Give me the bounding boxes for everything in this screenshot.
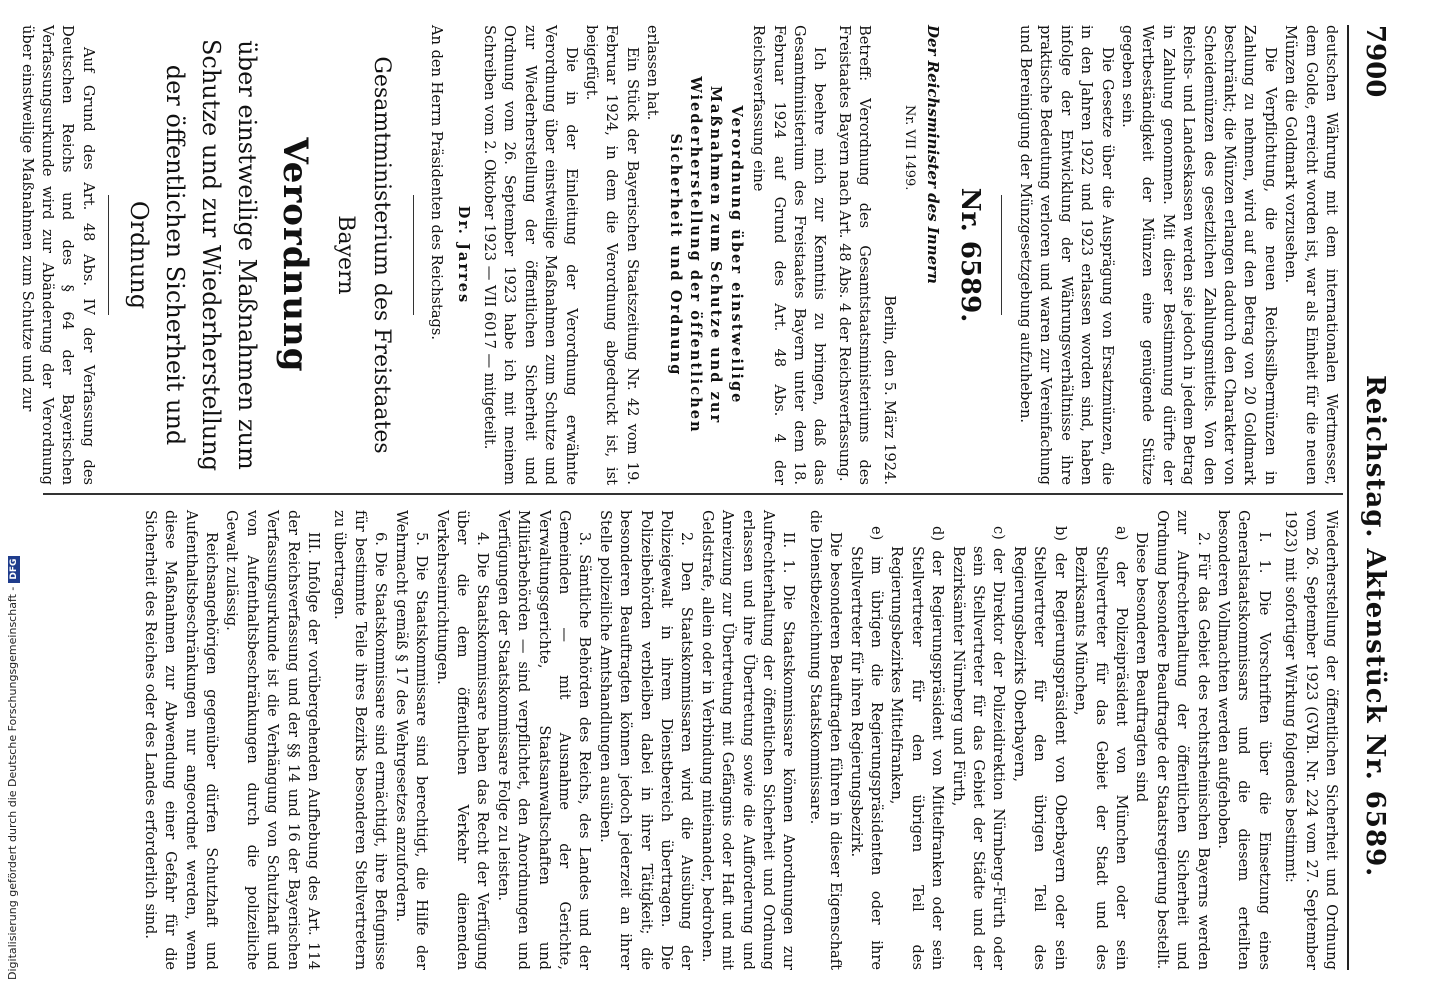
dfg-logo: DFG: [8, 556, 20, 583]
body-paragraph-3: Ein Stück der Bayerischen Staatszeitung Nr. 42 vom 19. Februar 1924, in dem die Verordnung abgedruckt ist, ist beigefügt.: [583, 25, 641, 485]
continuation: Wiederherstellung der öffentlichen Sicherheit und Ordnung vom 26. September 1923 (GVBl. Nr. 224 vom 27. September 1923) mit sofortiger Wirkung folgendes bestimmt:: [1282, 510, 1340, 970]
addressee: An den Herrn Präsidenten des Reichstags.: [428, 25, 446, 341]
section-2-1: II. 1. Die Staatskommissare können Anordnungen zur Aufrechterhaltung der öffentlichen Sicherheit und Ordnung erlassen und ihre Übertretung sowie die Aufforderung und Anreizung zur Übertretung mit Gefängnis oder Haft und mit Geldstrafe, allein oder in Verbindung miteinander, bedrohen.: [698, 510, 798, 970]
section-2-6: 6. Die Staatskommissare sind ermächtigt, ihre Befugnisse für bestimmte Teile ihres Bezirks besonderen Stellvertretern zu übertragen.: [331, 510, 390, 970]
intro-paragraph-2: Die Verpflichtung, die neuen Reichssilbermünzen in Zahlung zu nehmen, wird auf den Betrag von 20 Goldmark beschränkt; die Münzen erlangen dadurch den Charakter von Scheidemünzen des gesetzlichen Zahlungsmittels. Von den Reichs- und Landeskassen werden sie jedoch in jedem Betrag in Zahlung genommen. Mit dieser Bestimmung dürfte der Wertbeständigkeit der Münzen eine genügende Stütze gegeben sein.: [1118, 25, 1279, 485]
document-page: [18, 5, 1405, 985]
list-item: a) der Polizeipräsident von München oder sein Stellvertreter für das Gebiet der Stadt und des Bezirksamts München,: [1072, 526, 1130, 970]
issuer: Gesamtministerium des Freistaates Bayern: [332, 56, 394, 454]
body-paragraph-2: erlassen hat.: [644, 25, 662, 121]
reference-number: Nr. VII 1499.: [902, 105, 918, 191]
section-1-1: I. 1. Die Vorschriften über die Einsetzung eines Generalstaatskommissars und die diesem erteilten besonderen Vollmachten werden aufgehoben.: [1214, 510, 1273, 970]
signature: Dr. Jarres: [454, 205, 472, 305]
list-item: b) der Regierungspräsident von Oberbayern oder sein Stellvertreter für den übrigen Teil des Regierungsbezirks Oberbayern,: [1010, 526, 1069, 970]
verordnung-line: Verordnung über einstweilige Maßnahmen zum Schutze und zur Wiederherstellung der öffentlichen Sicherheit und Ordnung: [666, 76, 745, 434]
right-column: [41, 510, 1341, 970]
section-1-2: 2. Für das Gebiet des rechtsrheinischen Bayerns werden zur Aufrechterhaltung der öffentlichen Sicherheit und Ordnung besondere Beauftragte der Staatsregierung bestellt.: [1153, 510, 1212, 970]
digitization-text: Digitalisierung gefördert durch die Deutsche Forschungsgemeinschaft -: [6, 586, 19, 980]
document-number-heading: Nr. 6589.: [955, 187, 986, 323]
page-title: Reichstag. Aktenstück Nr. 6589.: [1360, 375, 1390, 878]
list-item: c) der Direktor der Polizeidirektion Nürnberg-Fürth oder sein Stellvertreter für das Gebiet der Städte und der Bezirksämter Nürnberg und Fürth,: [949, 526, 1008, 970]
list-item: d) der Regierungspräsident von Mittelfranken oder sein Stellvertreter für den übrigen Teil des Regierungsbezirkes Mittelfranken,: [888, 526, 947, 970]
verordnung-title: Verordnung: [274, 137, 315, 373]
place-date: Berlin, den 5. März 1924.: [880, 295, 898, 485]
list-intro: Diese besonderen Beauftragten sind: [1133, 532, 1151, 803]
section-2-4: 4. Die Staatskommissare haben das Recht der Verfügung über die dem öffentlichen Verkehr dienenden Verkehrseinrichtungen.: [433, 510, 492, 970]
left-column: [18, 25, 1341, 485]
section-1-after: Die besonderen Beauftragten führen in dieser Eigenschaft die Dienstbezeichnung Staatskommissare.: [806, 510, 845, 970]
preamble: Auf Grund des Art. 48 Abs. IV der Verfassung des Deutschen Reichs und des § 64 der Bayerischen Verfassungsurkunde wird zur Abänderung der Verordnung über einstweilige Maßnahmen zum Schutze und zur: [18, 25, 97, 485]
sender: Der Reichsminister des Innern: [924, 25, 943, 284]
section-3-2: Reichsangehörigen gegenüber dürfen Schutzhaft und Aufenthaltsbeschränkungen nur angeordnet werden, wenn diese Maßnahmen zur Abwendung einer Gefahr für die Sicherheit des Reiches oder des Landes erforderlich sind.: [141, 510, 221, 970]
intro-paragraph-3: Die Gesetze über die Ausprägung von Ersatzmünzen, die in den Jahren 1922 und 1923 erlassen worden sind, haben infolge der Entwicklung der Währungsverhältnisse ihre praktische Bedeutung verloren und waren zur Vereinfachung und Bereinigung der Münzgesetzgebung aufzuheben.: [1016, 25, 1116, 485]
list-item: e) im übrigen die Regierungspräsidenten oder ihre Stellvertreter für ihren Regierungsbezirk.: [847, 526, 886, 970]
verordnung-subtitle: über einstweilige Maßnahmen zum Schutze und zur Wiederherstellung der öffentlichen Sicherheit und Ordnung: [124, 38, 261, 472]
section-rule: [1002, 195, 1003, 315]
intro-paragraph-1: deutschen Währung mit dem internationalen Wertmesser, dem Golde, erreicht worden ist, war als Einheit für die neuen Münzen die Goldmark vorzusehen.: [1282, 25, 1340, 485]
section-3: III. Infolge der vorübergehenden Aufhebung des Art. 114 der Reichsverfassung und der §§ 14 und 16 der Bayerischen Verfassungsurkunde ist die Verhängung von Schutzhaft und von Aufenthaltsbeschränkungen durch die polizeiliche Gewalt zulässig.: [223, 510, 323, 970]
column-divider: [43, 493, 1343, 495]
section-2-3: 3. Sämtliche Behörden des Reichs, des Landes und der Gemeinden — mit Ausnahme der Gerichte, Verwaltungsgerichte, Staatsanwaltschaften und Militärbehörden — sind verpflichtet, den Anordnungen und Verfügungen der Staatskommissare Folge zu leisten.: [494, 510, 594, 970]
section-2-5: 5. Die Staatskommissare sind berechtigt, die Hilfe der Wehrmacht gemäß § 17 des Wehrgesetzes anzufordern.: [392, 510, 431, 970]
section-rule-2: [413, 195, 414, 315]
header-rule: [1347, 25, 1349, 970]
page-header: [1350, 25, 1390, 970]
body-paragraph-1: Ich beehre mich zur Kenntnis zu bringen, daß das Gesamtministerium des Freistaates Bayern unter dem 18. Februar 1924 auf Grund des Art. 48 Abs. 4 der Reichsverfassung eine: [750, 25, 829, 485]
digitization-note: [6, 556, 20, 980]
body-paragraph-4: Die in der Einleitung der Verordnung erwähnte Verordnung über einstweilige Maßnahmen zum Schutze und zur Wiederherstellung der öffentlichen Sicherheit und Ordnung vom 26. September 1923 habe ich mit meinem Schreiben vom 2. Oktober 1923 — VII 6017 — mitgeteilt.: [480, 25, 580, 485]
page-number: 7900: [1360, 25, 1390, 98]
section-2-2: 2. Den Staatskommissaren wird die Ausübung der Polizeigewalt in ihrem Dienstbereich übertragen. Die Polizeibehörden verbleiben dabei in ihrer Tätigkeit; die besonderen Beauftragten können jedoch jederzeit an ihrer Stelle polizeiliche Amtshandlungen ausüben.: [596, 510, 696, 970]
section-rule-3: [108, 195, 109, 315]
betreff: Betreff: Verordnung des Gesamtstaatsministeriums des Freistaates Bayern nach Art. 48 Abs. 4 der Reichsverfassung.: [835, 25, 874, 485]
